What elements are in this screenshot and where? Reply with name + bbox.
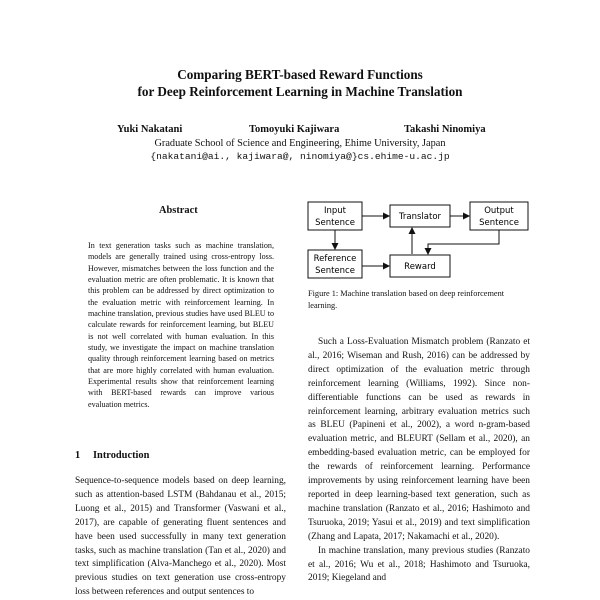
affiliation: Graduate School of Science and Engineering, Ehime University, Japan (154, 138, 446, 149)
input-sentence-box (308, 202, 362, 230)
author-3: Takashi Ninomiya (404, 124, 486, 135)
arrow-output-to-reward (428, 230, 499, 254)
right-paragraph-1: Such a Loss-Evaluation Mismatch problem (Ranzato et al., 2016; Wiseman and Rush, 2016) can be addressed by direct optimization of the evaluation metric through reinforcement learning (Williams, 1992). Since non-differentiable functions can be used as rewards in reinforcement learning, arbitrary evaluation metrics such as BLEU (Papineni et al., 2002), a word n-gram-based evaluation metric, and BLEURT (Sellam et al., 2020), an embedding-based evaluation metric, can be employed for the rewards of reinforcement learning. Performance improvements by using reinforcement learning have been reported in deep learning-based text generation, such as machine translation (Ranzato et al., 2016; Hashimoto and Tsuruoka, 2019; Yasui et al., 2019) and text simplification (Zhang and Lapata, 2017; Nakamachi et al., 2020). (308, 337, 530, 542)
author-emails: {nakatani@ai., kajiwara@, ninomiya@}cs.ehime-u.ac.jp (150, 151, 450, 162)
translator-label: Translator (398, 212, 442, 222)
paper-title-line-2: for Deep Reinforcement Learning in Machine Translation (137, 84, 463, 99)
section-title: Introduction (93, 450, 150, 461)
figure-diagram (300, 196, 540, 281)
introduction-body (75, 475, 286, 600)
input-label-line-2: Sentence (315, 218, 355, 228)
reward-box (390, 255, 450, 277)
output-label-line-1: Output (484, 206, 514, 216)
right-paragraph-2: In machine translation, many previous studies (Ranzato et al., 2016; Wu et al., 2018; Hashimoto and Tsuruoka, 2019; Kiegeland and (308, 545, 530, 584)
output-label-line-2: Sentence (479, 218, 519, 228)
reference-label-line-1: Reference (313, 254, 357, 264)
reference-sentence-box (308, 250, 362, 278)
reference-label-line-2: Sentence (315, 266, 355, 276)
figure-caption: Figure 1: Machine translation based on deep reinforcement learning. (308, 289, 505, 310)
section-number: 1 (75, 450, 81, 461)
translator-box (390, 205, 450, 227)
abstract-heading: Abstract (159, 205, 198, 216)
introduction-paragraph: Sequence-to-sequence models based on deep learning, such as attention-based LSTM (Bahdanau et al., 2015; Luong et al., 2015) and Transformer (Vaswani et al., 2017), are capable of generating fluent sentences and have been used successfully in many text generation tasks, such as machine translation (Tan et al., 2020) and text simplification (Alva-Manchego et al., 2020). Most previous studies on text generation use cross-entropy loss between references and output sentences to (75, 476, 286, 598)
reward-label: Reward (404, 262, 436, 272)
author-2: Tomoyuki Kajiwara (249, 124, 340, 135)
section-heading (75, 450, 149, 461)
right-column-body (308, 336, 530, 586)
abstract-body: In text generation tasks such as machine translation, models are generally trained using cross-entropy loss. However, mismatches between the loss function and the evaluation metric are often problematic. It is known that this problem can be addressed by direct optimization to the evaluation metric with reinforcement learning. In machine translation, previous studies have used BLEU to calculate rewards for reinforcement learning, but BLEU is not well correlated with human evaluation. In this study, we investigate the impact on machine translation quality through reinforcement learning based on metrics that are more highly correlated with human evaluation. Experimental results show that reinforcement learning with BERT-based rewards can improve various evaluation metrics. (88, 241, 274, 409)
paper-title-line-1: Comparing BERT-based Reward Functions (177, 67, 423, 82)
output-sentence-box (470, 202, 528, 230)
input-label-line-1: Input (323, 206, 347, 216)
author-1: Yuki Nakatani (117, 124, 183, 135)
